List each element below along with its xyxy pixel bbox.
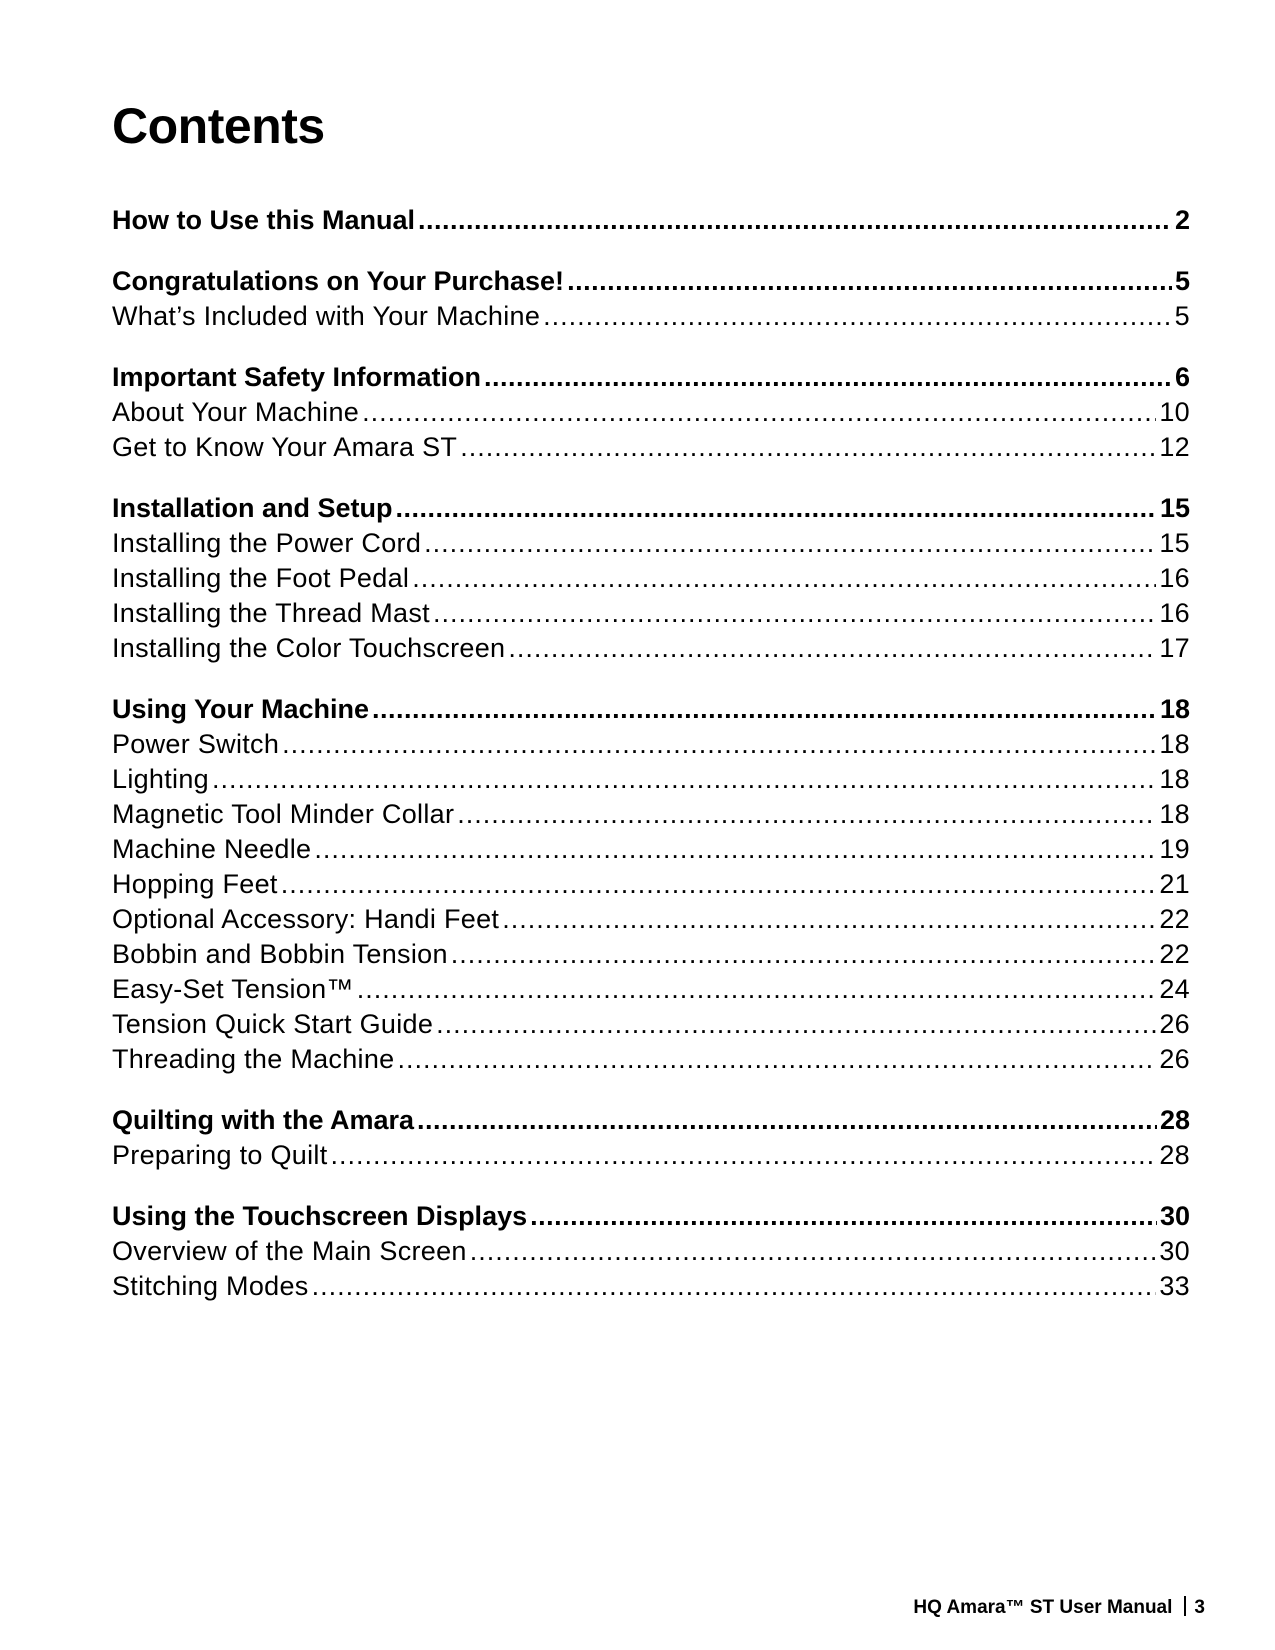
toc-page-number: 15 <box>1159 528 1190 558</box>
toc-page-number: 15 <box>1159 493 1190 523</box>
toc-section-row[interactable] <box>112 1103 1190 1138</box>
toc-title: Installing the Foot Pedal <box>112 563 410 593</box>
dot-leader <box>530 1199 1157 1234</box>
toc-title: About Your Machine <box>112 397 360 427</box>
dot-leader <box>502 902 1156 937</box>
toc-entry-row[interactable] <box>112 1269 1190 1304</box>
toc-title: Tension Quick Start Guide <box>112 1009 434 1039</box>
toc-title: How to Use this Manual <box>112 205 416 235</box>
toc-title: Important Safety Information <box>112 362 482 392</box>
dot-leader <box>397 1042 1156 1077</box>
toc-section <box>112 491 1190 666</box>
toc-title: Installing the Power Cord <box>112 528 422 558</box>
toc-title: Using Your Machine <box>112 694 370 724</box>
toc-title: Threading the Machine <box>112 1044 395 1074</box>
toc-title: Power Switch <box>112 729 280 759</box>
dot-leader <box>433 596 1156 631</box>
dot-leader <box>567 264 1172 299</box>
toc-page-number: 18 <box>1159 729 1190 759</box>
dot-leader <box>331 1138 1157 1173</box>
toc-page-number: 21 <box>1159 869 1190 899</box>
toc-title: Installing the Thread Mast <box>112 598 430 628</box>
toc-page-number: 22 <box>1159 939 1190 969</box>
dot-leader <box>543 299 1172 334</box>
toc-page-number: 33 <box>1159 1271 1190 1301</box>
dot-leader <box>357 972 1157 1007</box>
toc-entry-row[interactable] <box>112 972 1190 1007</box>
toc-page-number: 18 <box>1159 764 1190 794</box>
dot-leader <box>460 430 1156 465</box>
toc-page-number: 5 <box>1174 301 1190 331</box>
dot-leader <box>470 1234 1157 1269</box>
dot-leader <box>281 867 1157 902</box>
dot-leader <box>451 937 1157 972</box>
toc-page-number: 10 <box>1159 397 1190 427</box>
toc-title: Hopping Feet <box>112 869 278 899</box>
toc-entry-row[interactable] <box>112 832 1190 867</box>
dot-leader <box>372 692 1157 727</box>
toc-title: Preparing to Quilt <box>112 1140 328 1170</box>
dot-leader <box>412 561 1156 596</box>
dot-leader <box>282 727 1156 762</box>
toc-title: Installation and Setup <box>112 493 393 523</box>
toc-entry-row[interactable] <box>112 1042 1190 1077</box>
toc-title: Using the Touchscreen Displays <box>112 1201 528 1231</box>
toc-title: Magnetic Tool Minder Collar <box>112 799 455 829</box>
toc-section <box>112 1199 1190 1304</box>
toc-section-row[interactable] <box>112 1199 1190 1234</box>
footer-page-number: 3 <box>1194 1597 1205 1618</box>
toc-page-number: 18 <box>1159 694 1190 724</box>
toc-title: Bobbin and Bobbin Tension <box>112 939 448 969</box>
toc-section <box>112 1103 1190 1173</box>
dot-leader <box>396 491 1157 526</box>
toc-entry-row[interactable] <box>112 526 1190 561</box>
toc-page-number: 28 <box>1159 1140 1190 1170</box>
dot-leader <box>424 526 1156 561</box>
dot-leader <box>457 797 1156 832</box>
toc-entry-row[interactable] <box>112 596 1190 631</box>
toc-section <box>112 264 1190 334</box>
footer-separator <box>1184 1596 1186 1616</box>
toc-entry-row[interactable] <box>112 727 1190 762</box>
dot-leader <box>436 1007 1156 1042</box>
dot-leader <box>362 395 1156 430</box>
dot-leader <box>212 762 1156 797</box>
toc-title: Machine Needle <box>112 834 312 864</box>
table-of-contents <box>112 203 1190 1330</box>
toc-title: Quilting with the Amara <box>112 1105 415 1135</box>
toc-page-number: 5 <box>1174 266 1190 296</box>
toc-page-number: 16 <box>1159 598 1190 628</box>
toc-page-number: 30 <box>1159 1236 1190 1266</box>
toc-entry-row[interactable] <box>112 561 1190 596</box>
toc-page-number: 2 <box>1174 205 1190 235</box>
toc-page-number: 18 <box>1159 799 1190 829</box>
toc-page-number: 19 <box>1159 834 1190 864</box>
toc-section-row[interactable] <box>112 360 1190 395</box>
page-title: Contents <box>112 98 325 154</box>
toc-entry-row[interactable] <box>112 299 1190 334</box>
dot-leader <box>508 631 1156 666</box>
dot-leader <box>312 1269 1157 1304</box>
toc-section <box>112 692 1190 1077</box>
toc-title: Installing the Color Touchscreen <box>112 633 506 663</box>
toc-entry-row[interactable] <box>112 937 1190 972</box>
toc-section-row[interactable] <box>112 264 1190 299</box>
page-footer <box>913 1596 1205 1620</box>
toc-entry-row[interactable] <box>112 1007 1190 1042</box>
footer-manual-title: HQ Amara™ ST User Manual <box>913 1597 1173 1618</box>
toc-title: Lighting <box>112 764 209 794</box>
toc-page-number: 24 <box>1159 974 1190 1004</box>
toc-page-number: 17 <box>1159 633 1190 663</box>
toc-entry-row[interactable] <box>112 430 1190 465</box>
toc-title: Optional Accessory: Handi Feet <box>112 904 500 934</box>
toc-page-number: 28 <box>1159 1105 1190 1135</box>
toc-section-row[interactable] <box>112 491 1190 526</box>
toc-page-number: 16 <box>1159 563 1190 593</box>
toc-page-number: 26 <box>1159 1009 1190 1039</box>
toc-entry-row[interactable] <box>112 762 1190 797</box>
toc-page-number: 6 <box>1174 362 1190 392</box>
toc-entry-row[interactable] <box>112 1138 1190 1173</box>
dot-leader <box>314 832 1156 867</box>
toc-title: Get to Know Your Amara ST <box>112 432 458 462</box>
toc-entry-row[interactable] <box>112 395 1190 430</box>
toc-entry-row[interactable] <box>112 797 1190 832</box>
toc-entry-row[interactable] <box>112 1234 1190 1269</box>
toc-page-number: 26 <box>1159 1044 1190 1074</box>
toc-section-row[interactable] <box>112 692 1190 727</box>
toc-entry-row[interactable] <box>112 867 1190 902</box>
toc-title: Congratulations on Your Purchase! <box>112 266 565 296</box>
toc-entry-row[interactable] <box>112 902 1190 937</box>
dot-leader <box>417 1103 1157 1138</box>
toc-section-row[interactable] <box>112 203 1190 238</box>
toc-page-number: 22 <box>1159 904 1190 934</box>
toc-title: Easy-Set Tension™ <box>112 974 354 1004</box>
toc-title: Stitching Modes <box>112 1271 309 1301</box>
toc-page-number: 12 <box>1159 432 1190 462</box>
dot-leader <box>418 203 1172 238</box>
toc-section <box>112 203 1190 238</box>
toc-title: What’s Included with Your Machine <box>112 301 541 331</box>
dot-leader <box>484 360 1172 395</box>
toc-title: Overview of the Main Screen <box>112 1236 467 1266</box>
toc-page-number: 30 <box>1159 1201 1190 1231</box>
toc-entry-row[interactable] <box>112 631 1190 666</box>
toc-section <box>112 360 1190 465</box>
